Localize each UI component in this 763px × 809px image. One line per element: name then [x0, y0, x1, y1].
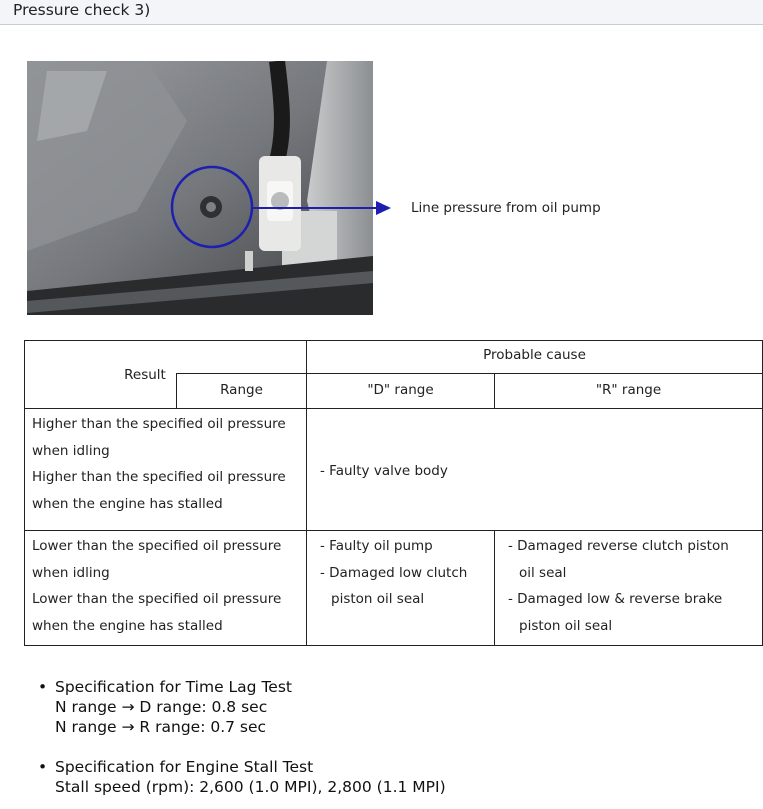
bullet-icon: • — [38, 758, 48, 776]
row2-d-cause: - Faulty oil pump - Damaged low clutch piston oil seal — [320, 538, 468, 607]
row2-result: Lower than the specified oil pressure when idling Lower than the specified oil pressure when the engine has stalled — [32, 538, 282, 634]
header-r-range: "R" range — [595, 382, 662, 398]
header-result: Result — [124, 367, 166, 383]
header-probable-cause: Probable cause — [483, 347, 586, 363]
header-range: Range — [220, 382, 263, 398]
row1-cause: - Faulty valve body — [320, 463, 448, 479]
bullet-icon: • — [38, 678, 48, 696]
row1-result: Higher than the specified oil pressure when idling Higher than the specified oil pressure when the engine has stalled — [32, 416, 286, 512]
transmission-photo — [27, 61, 373, 315]
page-title: Pressure check 3) — [13, 1, 151, 19]
page-header — [0, 0, 763, 25]
header-d-range: "D" range — [367, 382, 434, 398]
callout-label: Line pressure from oil pump — [411, 200, 601, 216]
pressure-check-table — [24, 340, 762, 646]
row2-r-cause: - Damaged reverse clutch piston oil seal - Damaged low & reverse brake piston oil seal — [508, 538, 729, 634]
